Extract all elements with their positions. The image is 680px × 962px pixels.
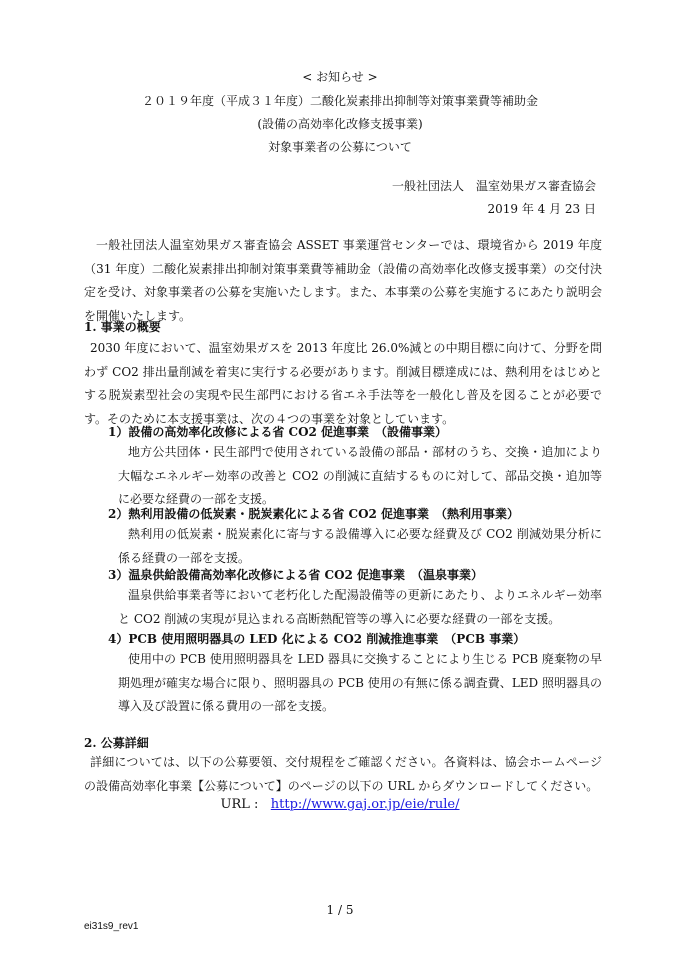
section1-heading: 1. 事業の概要: [84, 320, 161, 334]
download-url-link[interactable]: http://www.gaj.or.jp/eie/rule/: [270, 797, 460, 812]
item1-body: 地方公共団体・民生部門で使用されている設備の部品・部材のうち、交換・追加により大幅なエネルギー効率の改善と CO2 の削減に直結するものに対して、部品交換・追加等に必要な経費の一部を支援。: [118, 445, 602, 506]
document-title-line1: ２０１９年度（平成３１年度）二酸化炭素排出抑制等対策事業費等補助金: [141, 94, 538, 108]
url-line: [0, 797, 680, 812]
item1-title: 1）設備の高効率化改修による省 CO2 促進事業 （設備事業）: [108, 425, 448, 439]
sender-organization: 一般社団法人 温室効果ガス審査協会: [391, 179, 596, 193]
section2-heading: 2. 公募詳細: [84, 736, 149, 750]
section1-body: 2030 年度において、温室効果ガスを 2013 年度比 26.0%減との中期目標に向けて、分野を問わず CO2 排出量削減を着実に実行する必要があります。削減目標達成には、熱利用をはじめとする脱炭素型社会の実現や民生部門における省エネ手法等を一般化し普及を図ることが必要です。そのために本支援事業は、次の４つの事業を対象としています。: [84, 341, 602, 426]
notice-label: < お知らせ >: [302, 70, 378, 84]
item3-body: 温泉供給事業者等において老朽化した配湯設備等の更新にあたり、よりエネルギー効率と CO2 削減の実現が見込まれる高断熱配管等の導入に必要な経費の一部を支援。: [118, 588, 602, 626]
section2-body: 詳細については、以下の公募要領、交付規程をご確認ください。各資料は、協会ホームページの設備高効率化事業【公募について】のページの以下の URL からダウンロードしてください。: [84, 755, 602, 793]
document-id: ei31s9_rev1: [84, 921, 139, 932]
item2-title: 2）熱利用設備の低炭素・脱炭素化による省 CO2 促進事業 （熱利用事業）: [108, 507, 520, 521]
url-label: URL :: [220, 797, 259, 812]
item2-body: 熱利用の低炭素・脱炭素化に寄与する設備導入に必要な経費及び CO2 削減効果分析に係る経費の一部を支援。: [118, 527, 602, 565]
document-title-line2: (設備の高効率化改修支援事業): [257, 117, 423, 131]
item4-title: 4）PCB 使用照明器具の LED 化による CO2 削減推進事業 （PCB 事業）: [108, 632, 526, 646]
item3-title: 3）温泉供給設備高効率化改修による省 CO2 促進事業 （温泉事業）: [108, 568, 484, 582]
item4-body: 使用中の PCB 使用照明器具を LED 器具に交換することにより生じる PCB 廃棄物の早期処理が確実な場合に限り、照明器具の PCB 使用の有無に係る調査費、LED 照明器具の導入及び設置に係る費用の一部を支援。: [118, 652, 602, 713]
page-number: 1 / 5: [326, 903, 354, 917]
intro-paragraph: 一般社団法人温室効果ガス審査協会 ASSET 事業運営センターでは、環境省から 2019 年度（31 年度）二酸化炭素排出抑制対策事業費等補助金（設備の高効率化改修支援事業）の交付決定を受け、対象事業者の公募を実施いたします。また、本事業の公募を実施するにあたり説明会を開催いたします。: [84, 238, 602, 323]
issue-date: 2019 年 4 月 23 日: [487, 202, 596, 216]
document-title-line3: 対象事業者の公募について: [268, 140, 412, 154]
